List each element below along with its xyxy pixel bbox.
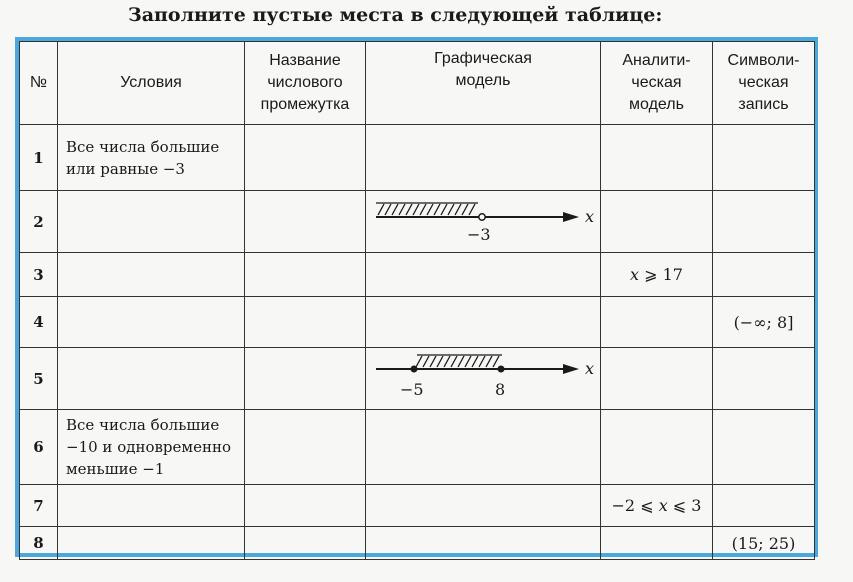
header-row	[20, 42, 815, 125]
header-line: числового	[267, 74, 343, 91]
symbolic-cell[interactable]	[713, 485, 815, 527]
open-point	[479, 214, 485, 220]
symbolic-cell: (15; 25)	[713, 527, 815, 560]
graphic-model-cell[interactable]	[366, 527, 601, 560]
interval-name-cell[interactable]	[245, 253, 366, 297]
closed-point-left	[411, 366, 418, 373]
header-line: модель	[455, 72, 511, 89]
interval-name-cell[interactable]	[245, 125, 366, 191]
table-row	[20, 527, 815, 560]
number-line-ray	[366, 191, 598, 247]
left-point-label: −5	[400, 380, 424, 399]
page-title: Заполните пустые места в следующей таблице:	[128, 4, 663, 26]
condition-line: Все числа большие	[66, 416, 220, 434]
axis-arrow	[563, 212, 579, 222]
shading-hatch	[376, 203, 478, 215]
analytic-var: x	[658, 496, 668, 515]
table-row	[20, 297, 815, 348]
point-label: −3	[467, 225, 491, 244]
condition-cell	[58, 410, 245, 485]
header-line: Аналити-	[622, 52, 691, 69]
symbolic-cell: (−∞; 8]	[713, 297, 815, 348]
condition-cell[interactable]	[58, 527, 245, 560]
analytic-model-cell[interactable]	[601, 527, 713, 560]
symbolic-cell[interactable]	[713, 191, 815, 253]
analytic-rest: ⩾ 17	[639, 265, 683, 284]
shading-hatch	[416, 355, 502, 367]
row-number: 3	[20, 253, 58, 297]
condition-cell	[58, 125, 245, 191]
row-number: 1	[20, 125, 58, 191]
row-number: 2	[20, 191, 58, 253]
interval-name-cell[interactable]	[245, 410, 366, 485]
table-row	[20, 191, 815, 253]
axis-arrow	[563, 364, 579, 374]
closed-point-right	[498, 366, 505, 373]
header-line: Графическая	[434, 50, 532, 67]
table-row	[20, 125, 815, 191]
condition-line: −10 и одновременно	[66, 438, 231, 456]
header-graphic-model	[366, 42, 601, 125]
table-row	[20, 410, 815, 485]
graphic-model-cell	[366, 191, 601, 253]
header-line: модель	[629, 96, 684, 113]
analytic-left: −2 ⩽	[611, 496, 659, 515]
axis-variable: x	[585, 207, 595, 226]
row-number: 5	[20, 348, 58, 410]
header-line: промежутка	[260, 96, 350, 113]
header-line: ческая	[631, 74, 682, 91]
fill-in-table	[19, 41, 815, 560]
header-num: №	[20, 42, 58, 125]
analytic-var: x	[630, 265, 640, 284]
condition-line: Все числа большие	[66, 137, 220, 156]
interval-name-cell[interactable]	[245, 191, 366, 253]
symbolic-cell[interactable]	[713, 348, 815, 410]
analytic-model-cell	[601, 253, 713, 297]
axis-variable: x	[585, 359, 595, 378]
row-number: 4	[20, 297, 58, 348]
condition-cell[interactable]	[58, 485, 245, 527]
analytic-model-cell	[601, 485, 713, 527]
condition-cell[interactable]	[58, 297, 245, 348]
graphic-model-cell	[366, 348, 601, 410]
row-number: 6	[20, 410, 58, 485]
graphic-model-cell[interactable]	[366, 297, 601, 348]
graphic-model-cell[interactable]	[366, 253, 601, 297]
analytic-right: ⩽ 3	[667, 496, 702, 515]
condition-cell[interactable]	[58, 191, 245, 253]
condition-line: или равные −3	[66, 159, 185, 178]
analytic-model-cell[interactable]	[601, 297, 713, 348]
analytic-model-cell[interactable]	[601, 191, 713, 253]
analytic-model-cell[interactable]	[601, 125, 713, 191]
header-line: Символи-	[727, 52, 800, 69]
analytic-model-cell[interactable]	[601, 410, 713, 485]
header-line: Название	[269, 52, 341, 69]
interval-name-cell[interactable]	[245, 297, 366, 348]
graphic-model-cell[interactable]	[366, 410, 601, 485]
header-conditions: Условия	[58, 42, 245, 125]
symbolic-cell[interactable]	[713, 125, 815, 191]
graphic-model-cell[interactable]	[366, 125, 601, 191]
condition-cell[interactable]	[58, 253, 245, 297]
interval-name-cell[interactable]	[245, 527, 366, 560]
header-analytic-model	[601, 42, 713, 125]
header-interval-name	[245, 42, 366, 125]
right-point-label: 8	[495, 380, 506, 399]
table-row	[20, 485, 815, 527]
analytic-model-cell[interactable]	[601, 348, 713, 410]
table-row	[20, 253, 815, 297]
table-row	[20, 348, 815, 410]
symbolic-cell[interactable]	[713, 253, 815, 297]
graphic-model-cell[interactable]	[366, 485, 601, 527]
row-number: 8	[20, 527, 58, 560]
number-line-segment	[366, 348, 598, 404]
header-line: ческая	[738, 74, 789, 91]
symbolic-cell[interactable]	[713, 410, 815, 485]
row-number: 7	[20, 485, 58, 527]
header-symbolic	[713, 42, 815, 125]
interval-name-cell[interactable]	[245, 348, 366, 410]
condition-line: меньшие −1	[66, 460, 165, 478]
header-line: запись	[738, 96, 789, 113]
condition-cell[interactable]	[58, 348, 245, 410]
interval-name-cell[interactable]	[245, 485, 366, 527]
